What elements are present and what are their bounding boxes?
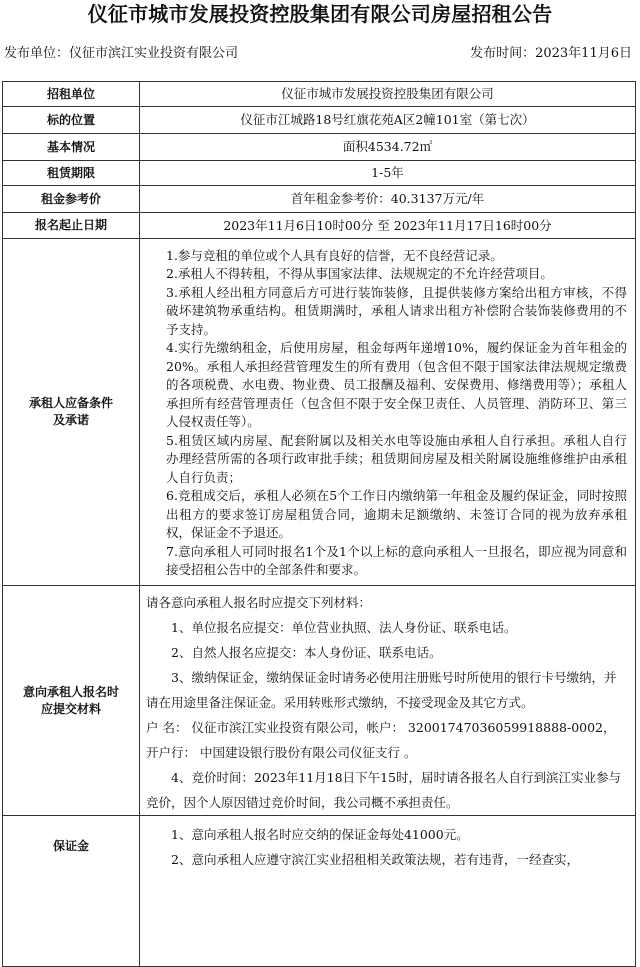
bank-info: 开户行： 中国建设银行股份有限公司仪征支行 。 xyxy=(146,745,417,760)
row-materials xyxy=(3,586,636,816)
deposit-list xyxy=(140,816,636,967)
account-info: 户 名： 仪征市滨江实业投资有限公司，帐户： 32001747036059918888-0002， xyxy=(146,720,616,735)
label-conditions-line2: 及承诺 xyxy=(52,413,89,427)
row-basic xyxy=(3,134,636,161)
row-deposit xyxy=(3,816,636,967)
bid-time: 4、竞价时间：2023年11月18日下午15时，届时请各报名人自行到滨江实业参与竞价，因个人原因错过竞价时间，我公司概不承担责任。 xyxy=(146,770,621,810)
page-title: 仪征市城市发展投资控股集团有限公司房屋招租公告 xyxy=(87,2,553,26)
value-period: 2023年11月6日10时00分 至 2023年11月17日16时00分 xyxy=(140,213,636,239)
material-item: 3、缴纳保证金，缴纳保证金时请务必使用注册账号时所使用的银行卡号缴纳，并请在用途里备注保证金。采用转账形式缴纳，不接受现金及其它方式。 xyxy=(146,670,617,710)
material-item: 2、自然人报名应提交：本人身份证、联系电话。 xyxy=(171,645,442,660)
label-deposit: 保证金 xyxy=(3,816,140,967)
publish-time: 发布时间：2023年11月6日 xyxy=(470,46,632,61)
label-materials-line1: 意向承租人报名时 xyxy=(22,684,119,699)
conditions-list xyxy=(140,239,636,586)
condition-item: 7.意向承租人可同时报名1个及1个以上标的意向承租人一旦报名，即应视为同意和接受招租公告中的全部条件和要求。 xyxy=(166,543,627,577)
materials-list xyxy=(140,586,636,816)
label-rent: 租金参考价 xyxy=(3,186,140,213)
label-materials xyxy=(3,586,140,816)
condition-item: 1.参与竞租的单位或个人具有良好的信誉，无不良经营记录。 xyxy=(166,247,503,263)
label-basic: 基本情况 xyxy=(3,134,140,161)
condition-item: 4.实行先缴纳租金，后使用房屋，租金每两年递增10%，履约保证金为首年租金的20%。承租人承担经营管理发生的所有费用（包含但不限于国家法律法规规定缴费的各项税费、水电费、物业费、员工报酬及福利、安保费用、修缮费用等）；承租人承担所有经营管理责任（包含但不限于安全保卫责任、人员管理、消防环卫、第三人侵权责任等）。 xyxy=(166,340,627,429)
value-term: 1-5年 xyxy=(140,161,636,186)
condition-item: 5.租赁区域内房屋、配套附属以及相关水电等设施由承租人自行承担。承租人自行办理经营所需的各项行政审批手续；租赁期间房屋及相关附属设施维修维护由承租人自行负责； xyxy=(166,432,627,485)
label-period: 报名起止日期 xyxy=(3,213,140,239)
row-period xyxy=(3,213,636,239)
row-location xyxy=(3,107,636,134)
material-item: 1、单位报名应提交：单位营业执照、法人身份证、联系电话。 xyxy=(171,620,517,635)
row-term xyxy=(3,161,636,186)
publisher: 发布单位：仪征市滨江实业投资有限公司 xyxy=(4,46,239,61)
label-conditions-line1: 承租人应备条件 xyxy=(28,396,113,410)
condition-item: 3.承租人经出租方同意后方可进行装饰装修，且提供装修方案给出租方审核，不得破坏建筑物承重结构。租赁期满时，承租人请求出租方补偿附合装饰装修费用的不予支持。 xyxy=(166,284,627,337)
condition-item: 2.承租人不得转租，不得从事国家法律、法规规定的不允许经营项目。 xyxy=(166,266,553,281)
value-rent: 首年租金参考价：40.3137万元/年 xyxy=(140,186,636,213)
label-term: 租赁期限 xyxy=(3,161,140,186)
condition-item: 6.竞租成交后，承租人必须在5个工作日内缴纳第一年租金及履约保证金，同时按照出租方的要求签订房屋租赁合同，逾期未足额缴纳、未签订合同的视为放弃承租权，保证金不予退还。 xyxy=(166,488,627,540)
value-basic: 面积4534.72㎡ xyxy=(140,134,636,161)
value-unit: 仪征市城市发展投资控股集团有限公司 xyxy=(140,82,636,107)
deposit-item: 2、意向承租人应遵守滨江实业招租相关政策法规，若有违背，一经查实， xyxy=(171,852,579,867)
row-unit xyxy=(3,82,636,107)
materials-intro: 请各意向承租人报名时应提交下列材料： xyxy=(146,595,372,610)
row-conditions xyxy=(3,239,636,586)
value-location: 仪征市江城路18号红旗花苑A区2幢101室（第七次） xyxy=(140,107,636,134)
label-conditions xyxy=(3,239,140,586)
label-unit: 招租单位 xyxy=(3,82,140,107)
label-materials-line2: 应提交材料 xyxy=(40,701,101,716)
deposit-item: 1、意向承租人报名时应交纳的保证金每处41000元。 xyxy=(171,827,469,842)
notice-table xyxy=(2,81,636,967)
row-rent xyxy=(3,186,636,213)
label-location: 标的位置 xyxy=(3,107,140,134)
